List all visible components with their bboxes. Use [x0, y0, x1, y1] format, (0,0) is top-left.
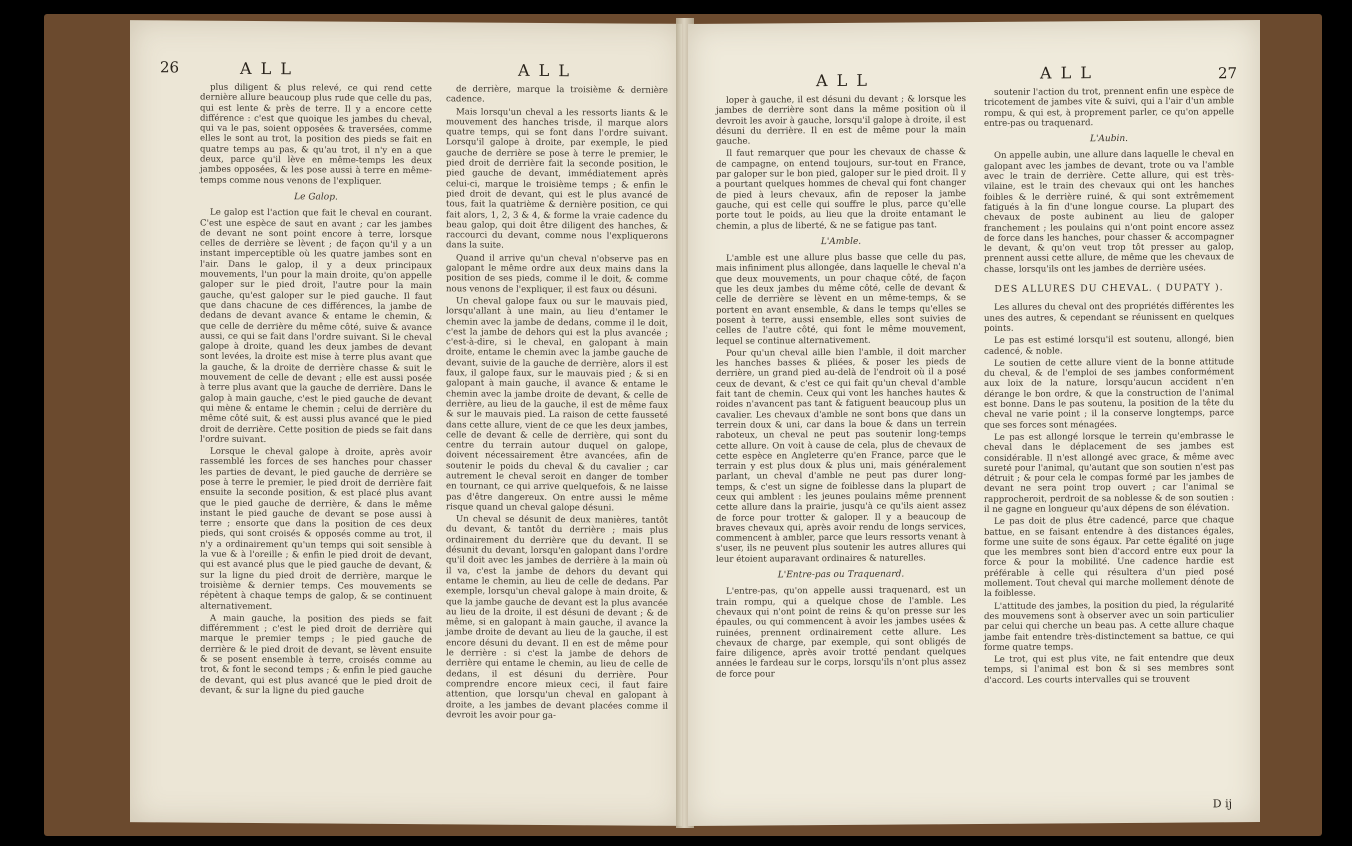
signature-mark: D ij [1212, 797, 1232, 811]
paragraph: A main gauche, la position des pieds se fait différemment ; c'est le pied droit de derrière qui marque le premier temps ; le pied gauche de derrière & le pied droit de devant, se lèvent ensuite & se posent ensemble à terre, croisés comme au trot, & font le second temps ; & enfin le pied gauche de devant, qui est plus avancé que le pied droit de devant, & sur la ligne du pied gauche [200, 613, 432, 697]
paragraph: Le galop est l'action que fait le cheval en courant. C'est une espèce de saut en avant ; car les jambes de devant ne sont point encore à terre, lorsque celles de derrière se lèvent ; de façon qu'il y a un instant imperceptible où les quatre jambes sont en l'air. Dans le galop, il y a deux principaux mouvements, l'un pour la main droite, qu'on appelle galoper sur le pied droit, l'autre pour la main gauche, qu'est galoper sur le pied gauche. Il faut que dans chacune de ces différences, la jambe de dedans de devant avance & entame le chemin, & que celle de derrière du même côté, suive & avance aussi, ce qui se fait dans l'ordre suivant. Si le cheval galope à droite, quand les deux jambes de devant sont levées, la droite est mise à terre plus avant que la gauche, & la droite de derrière chasse & suit le mouvement de celle de devant ; elle est aussi posée à terre plus avant que la gauche de derrière. Dans le galop à main gauche, c'est le pied gauche de devant qui mène & entame le chemin ; celui de derrière du même côté suit, & est aussi plus avancé que le pied droit de derrière. Cette position de pieds se fait dans l'ordre suivant. [200, 207, 432, 445]
right-column-2 [984, 86, 1234, 688]
right-column-1 [716, 94, 966, 682]
section-title: L'Entre-pas ou Traquenard. [777, 569, 905, 581]
paragraph: Le pas est estimé lorsqu'il est soutenu, allongé, bien cadencé, & noble. [984, 334, 1234, 357]
left-page-number: 26 [160, 58, 180, 77]
paragraph: Quand il arrive qu'un cheval n'observe pas en galopant le même ordre aux deux mains dans la position de ses pieds, comme il le doit, & comme nous venons de l'expliquer, il est faux ou désuni. [446, 253, 668, 296]
right-header-col1: A L L [816, 70, 869, 91]
right-header-col2: A L L [1040, 63, 1093, 83]
paragraph: Le pas doit de plus être cadencé, parce que chaque battue, en se faisant entendre à des distances égales, forme une suite de sons égaux. Par cette égalité on juge que les membres sont bien d'accord entre eux pour la force & pour la mobilité. Une cadence hardie est préférable à celle qui résultera d'un pied posé mollement. Tout cheval qui marche mollement dénote de la foiblesse. [984, 515, 1234, 600]
paragraph: Un cheval se désunit de deux manières, tantôt du devant, & tantôt du derrière ; mais plus ordinairement du derrière que du devant. Il se désunit du devant, lorsqu'en galopant dans l'ordre qu'il doit avec les jambes de derrière à la main où il va, c'est la jambe de dehors du devant qui entame le chemin, au lieu de celle de dedans. Par exemple, lorsqu'un cheval galope à main droite, & que la jambe gauche de devant est la plus avancée au lieu de la droite, il est désuni de devant ; & de même, si en galopant à main gauche, il avance la jambe droite de devant au lieu de la gauche, il est encore désuni du devant. Il en est de même pour le derrière : si c'est la jambe de dehors de derrière qui entame le chemin, au lieu de celle de dedans, il est désuni du derrière. Pour comprendre encore mieux ceci, il faut faire attention, que lorsqu'un cheval en galopant à droite, a les jambes de devant placées comme il devroit les avoir pour ga- [446, 514, 668, 721]
paragraph: de derrière, marque la troisième & dernière cadence. [446, 84, 668, 105]
paragraph: plus diligent & plus relevé, ce qui rend cette dernière allure beaucoup plus rude que celle du pas, qui est lente & près de terre. Il y a encore cette différence : c'est que quoique les jambes du cheval, qui va le pas, soient opposées & traversées, comme elles le sont au trot, la position des pieds se fait en quatre temps au pas, & qu'au trot, il n'y en a que deux, parce qu'il lève en même-temps les deux jambes opposées, & les pose aussi à terre en même-temps comme nous venons de l'expliquer. [200, 82, 432, 187]
paragraph: On appelle aubin, une allure dans laquelle le cheval en galopant avec les jambes de devant, trote ou va l'amble avec le train de derrière. Cette allure, qui est très-vilaine, est le train des chevaux qui ont les hanches foibles & le derrière ruiné, & qui sont extrêmement fatigués à la fin d'une longue course. La plupart des chevaux de poste aubinent au lieu de galoper franchement ; les poulains qui n'ont point encore assez de force dans les hanches, pour chasser & accompagner le devant, & qu'on veut trop tôt presser au galop, prennent aussi cette allure, de même que les chevaux de chasse, lorsqu'ils ont les jambes de derrière usées. [984, 149, 1234, 275]
paragraph: Pour qu'un cheval aille bien l'amble, il doit marcher les hanches basses & pliées, & poser les pieds de derrière, un grand pied au-delà de l'endroit où il a posé ceux de devant, & c'est ce qui fait qu'un cheval d'amble fait tant de chemin. Ceux qui vont les hanches hautes & roides n'avancent pas tant & fatiguent beaucoup plus un cavalier. Les chevaux d'amble ne sont bons que dans un terrein doux & uni, car dans la boue & dans un terrein raboteux, un cheval ne peut pas soutenir long-temps cette allure. On voit à cause de cela, plus de chevaux de cette espèce en Angleterre qu'en France, parce que le terrain y est plus doux & plus uni, mais généralement parlant, un cheval d'amble ne peut pas durer long-temps, & c'est un signe de foiblesse dans la plupart de ceux qui amblent : les jeunes poulains même prennent cette allure dans la prairie, jusqu'à ce qu'ils aient assez de force pour trotter & galoper. Il y a beaucoup de braves chevaux qui, après avoir rendu de longs services, commencent à ambler, parce que leurs ressorts venant à s'user, ils ne peuvent plus soutenir les autres allures qui leur étoient auparavant ordinaires & naturelles. [716, 346, 966, 565]
paragraph: L'entre-pas, qu'on appelle aussi traquenard, est un train rompu, qui a quelque chose de l'amble. Les chevaux qui n'ont point de reins & qu'on presse sur les épaules, ou qui commencent à avoir les jambes usées & ruinées, prennent ordinairement cette allure. Les chevaux de charge, par exemple, qui sont obligés de faire diligence, après avoir trotté pendant quelques années le fardeau sur le corps, lorsqu'ils n'ont plus assez de force pour [716, 585, 966, 680]
paragraph: Un cheval galope faux ou sur le mauvais pied, lorsqu'allant à une main, au lieu d'entamer le chemin avec la jambe de dedans, comme il le doit, c'est la jambe de dehors qui est la plus avancée ; c'est-à-dire, si le cheval, en galopant à main droite, entame le chemin avec la jambe gauche de devant, suivie de la gauche de derrière, alors il est faux, il galope faux, sur le mauvais pied ; & si en galopant à main gauche, il avance & entame le chemin avec la jambe droite de devant, & celle de derrière, au lieu de la gauche, il est de même faux & sur le mauvais pied. La raison de cette fausseté dans cette allure, vient de ce que les deux jambes, celle de devant & celle de derrière, qui sont du centre du terrain autour duquel on galope, doivent nécessairement être avancées, afin de soutenir le poids du cheval & du cavalier ; car autrement le cheval seroit en danger de tomber en tournant, ce qui arrive quelquefois, & ne laisse pas d'être dangereux. On entre aussi le même risque quand un cheval galope désuni. [446, 296, 668, 514]
paragraph: Le trot, qui est plus vite, ne fait entendre que deux temps, si l'animal est bon & si ses membres sont d'accord. Les courts intervalles qui se trouvent [984, 653, 1234, 686]
paragraph: loper à gauche, il est désuni du devant ; & lorsque les jambes de derrière sont dans la même position où il devroit les avoir à gauche, lorsqu'il galope à droite, il est désuni du derrière. Il en est de même pour la main gauche. [716, 94, 966, 147]
right-page-number: 27 [1218, 64, 1238, 83]
paragraph: Mais lorsqu'un cheval a les ressorts liants & le mouvement des hanches trisde, il marque alors quatre temps, qui se font dans l'ordre suivant. Lorsqu'il galope à droite, par exemple, le pied gauche de derrière se pose à terre le premier, le pied droit de derrière fait la seconde position, le pied gauche de devant, immédiatement après celui-ci, marque le troisième temps ; & enfin le pied droit de devant, qui est le plus avancé de tous, fait la quatrième & dernière position, ce qui fait alors, 1, 2, 3 & 4, & forme la vraie cadence du beau galop, qui doit être diligent des hanches, & raccourci du devant, comme nous l'expliquerons dans la suite. [446, 106, 668, 252]
paragraph: Il faut remarquer que pour les chevaux de chasse & de campagne, on entend toujours, sur-tout en France, par galoper sur le bon pied, galoper sur le pied droit. Il y a pourtant quelques hommes de cheval qui font changer de pied à leurs chevaux, afin de reposer la jambe gauche, qui est celle qui souffre le plus, parce qu'elle porte tout le poids, au lieu que la droite entamant le chemin, a plus de liberté, & ne se fatigue pas tant. [716, 147, 966, 232]
section-title: L'Amble. [820, 236, 862, 247]
paragraph: Le pas est allongé lorsque le terrein qu'embrasse le cheval dans le déplacement de ses jambes est considérable. Il n'est allongé avec grace, & même avec sureté pour l'animal, qu'autant que son soutien n'est pas détruit ; & pour cela le compas formé par les jambes de devant ne sera point trop ouvert ; car l'animal se rapprocheroit, perdroit de sa noblesse & de son soutien : il ne gagne en longueur qu'aux dépens de son élévation. [984, 431, 1234, 515]
paragraph: soutenir l'action du trot, prennent enfin une espèce de tricotement de jambes vite & suivi, qui a l'air d'un amble rompu, & qui est, à proprement parler, ce qu'on appelle entre-pas ou traquenard. [984, 86, 1234, 129]
left-header-col1: A L L [240, 58, 293, 79]
left-page [130, 20, 682, 826]
paragraph: L'attitude des jambes, la position du pied, la régularité des mouvemens sont à observer avec un soin particulier par celui qui cherche un beau pas. A cette allure chaque jambe fait entendre très-distinctement sa battue, ce qui forme quatre temps. [984, 599, 1234, 653]
paragraph: L'amble est une allure plus basse que celle du pas, mais infiniment plus allongée, dans laquelle le cheval n'a que deux mouvements, un pour chaque côté, de façon que les deux jambes du même côté, celle de devant & celle de derrière se lèvent en un même-temps, & se portent en avant ensemble, & dans le temps qu'elles se posent à terre, aussi ensemble, elles sont suivies de celles de l'autre côté, qui font le même mouvement, lequel se continue alternativement. [716, 252, 966, 347]
left-column-2 [446, 84, 668, 724]
paragraph: Lorsque le cheval galope à droite, après avoir rassemblé les forces de ses hanches pour chasser les parties de devant, le pied gauche de derrière se pose à terre le premier, le pied droit de derrière fait ensuite la seconde position, & est placé plus avant que le pied gauche de derrière, & dans le même instant le pied gauche de devant se pose aussi à terre ; ensorte que dans la position de ces deux pieds, qui sont croisés & opposés comme au trot, il n'y a ordinairement qu'un temps qui soit sensible à la vue & à l'oreille ; & enfin le pied droit de devant, qui est avancé plus que le pied gauche de devant, & sur la ligne du pied droit de derrière, marque le troisième & dernier temps. Ces mouvements se répètent à chaque temps de galop, & se continuent alternativement. [200, 446, 432, 612]
paragraph: Le soutien de cette allure vient de la bonne attitude du cheval, & de l'emploi de ses jambes conformément aux loix de la nature, lorsqu'aucun accident n'en dérange le bon ordre, & que la construction de l'animal est bonne. Dans le pas soutenu, la position de la tête du cheval ne varie point ; il la conserve longtemps, parce que ses forces sont ménagées. [984, 357, 1234, 431]
right-page [688, 20, 1260, 826]
section-title: Le Galop. [294, 192, 338, 203]
chapter-heading: DES ALLURES DU CHEVAL. ( DUPATY ). [994, 282, 1224, 295]
left-header-col2: A L L [518, 60, 571, 81]
left-column-1 [200, 83, 432, 700]
section-title: L'Aubin. [1089, 134, 1129, 145]
paragraph: Les allures du cheval ont des propriétés différentes les unes des autres, & cependant se réunissent en quelques points. [984, 301, 1234, 334]
